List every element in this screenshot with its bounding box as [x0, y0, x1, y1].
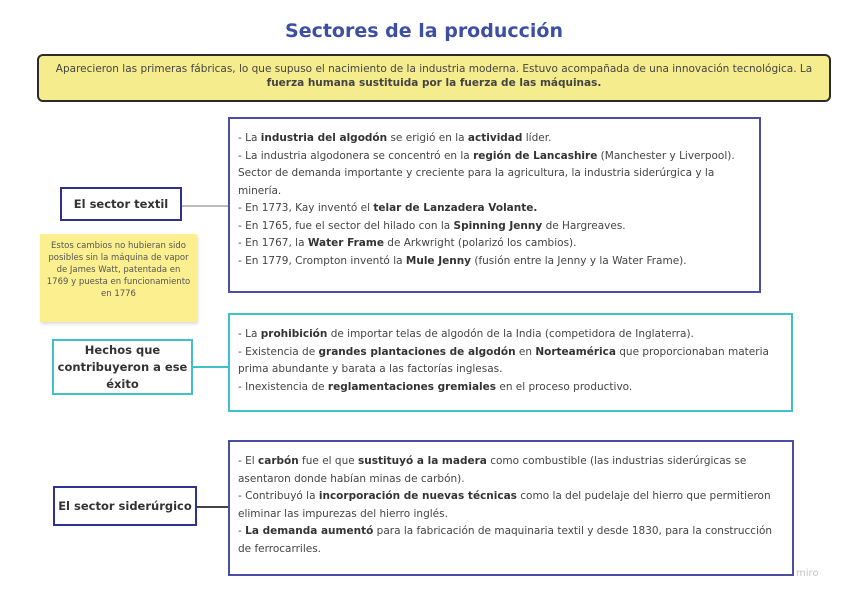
- text-segment: - En 1779, Crompton inventó la: [238, 254, 406, 267]
- text-segment: - La: [238, 328, 261, 340]
- text-segment: - Existencia de: [238, 345, 319, 358]
- connector-textile: [182, 205, 228, 207]
- bold-text: sustituyó a la madera: [358, 455, 487, 467]
- bold-text: grandes plantaciones de algodón: [318, 345, 516, 358]
- list-item: [238, 523, 786, 558]
- bold-text: actividad: [467, 132, 523, 144]
- bold-text: Spinning Jenny: [453, 219, 543, 232]
- text-segment: - El: [238, 455, 259, 467]
- label-facts: Hechos que contribuyeron a ese éxito: [52, 339, 193, 395]
- bold-text: telar de Lanzadera Volante.: [373, 202, 538, 214]
- sticky-note: Estos cambios no hubieran sido posibles sin la máquina de vapor de James Watt, patentada en 1769 y puesta en funcionamiento en 1776: [40, 234, 197, 322]
- text-segment: (Manchester y Liverpool). Sector de demanda importante y creciente para la agricultura, la industria siderúrgica y la minería.: [238, 149, 735, 197]
- bold-text: reglamentaciones gremiales: [327, 380, 497, 393]
- list-item: [238, 200, 753, 218]
- text-segment: -: [238, 525, 246, 537]
- bold-text: incorporación de nuevas técnicas: [318, 490, 517, 502]
- text-segment: - La industria algodonera se concentró en la: [238, 149, 474, 162]
- text-segment: - Contribuyó la: [238, 490, 319, 502]
- text-segment: - La: [238, 132, 261, 144]
- bold-text: prohibición: [260, 328, 328, 340]
- box-textile: [228, 117, 761, 293]
- text-segment: - Inexistencia de: [238, 380, 328, 393]
- bold-text: Norteamérica: [535, 345, 616, 358]
- intro-text: [56, 63, 812, 89]
- text-segment: - En 1773, Kay inventó el: [238, 202, 374, 214]
- text-segment: - En 1765, fue el sector del hilado con la: [238, 219, 454, 232]
- connector-facts: [193, 366, 228, 368]
- bold-text: La demanda aumentó: [245, 525, 374, 537]
- label-textile: El sector textil: [60, 187, 182, 221]
- list-item: [238, 344, 785, 379]
- text-segment: (fusión entre la Jenny y la Water Frame).: [471, 254, 687, 267]
- box-facts: [228, 313, 793, 412]
- page-title: Sectores de la producción: [285, 20, 563, 42]
- miro-watermark: miro: [796, 568, 819, 579]
- text-segment: de Arkwright (polarizó los cambios).: [383, 237, 577, 249]
- text-segment: fue el que: [298, 455, 359, 467]
- text-segment: de importar telas de algodón de la India (competidora de Inglaterra).: [327, 328, 694, 340]
- text-segment: como combustible (las industrias siderúrgicas se asentaron donde habían minas de carbón).: [238, 455, 747, 485]
- text-segment: en: [515, 345, 536, 358]
- list-item: [238, 379, 785, 397]
- list-item: [238, 148, 753, 201]
- list-item: [238, 253, 753, 271]
- text-segment: que proporcionaban materia prima abundante y barata a las factorías inglesas.: [238, 345, 769, 375]
- bold-text: industria del algodón: [260, 132, 388, 144]
- box-steel: [228, 440, 794, 576]
- text-segment: de Hargreaves.: [542, 219, 626, 232]
- intro-box: [37, 54, 831, 102]
- text-segment: Aparecieron las primeras fábricas, lo que supuso el nacimiento de la industria moderna. Estuvo acompañada de una innovación tecnológica. La: [55, 63, 813, 75]
- list-item: [238, 218, 753, 236]
- text-segment: para la fabricación de maquinaria textil y desde 1830, para la construcción de ferrocarriles.: [238, 525, 773, 555]
- label-steel: El sector siderúrgico: [53, 486, 197, 526]
- list-item: [238, 326, 785, 344]
- connector-steel: [197, 506, 228, 508]
- bold-text: Mule Jenny: [405, 254, 472, 267]
- bold-text: Water Frame: [307, 237, 384, 249]
- text-segment: como la del pudelaje del hierro que permitieron eliminar las impurezas del hierro inglés.: [238, 490, 771, 520]
- text-segment: se erigió en la: [387, 132, 468, 144]
- bold-text: carbón: [258, 455, 299, 467]
- text-segment: en el proceso productivo.: [496, 380, 633, 393]
- text-segment: - En 1767, la: [238, 237, 308, 249]
- bold-text: fuerza humana sustituida por la fuerza de las máquinas.: [266, 77, 602, 89]
- list-item: [238, 488, 786, 523]
- text-segment: líder.: [522, 132, 552, 144]
- list-item: [238, 130, 753, 148]
- list-item: [238, 453, 786, 488]
- bold-text: región de Lancashire: [473, 149, 598, 162]
- list-item: [238, 235, 753, 253]
